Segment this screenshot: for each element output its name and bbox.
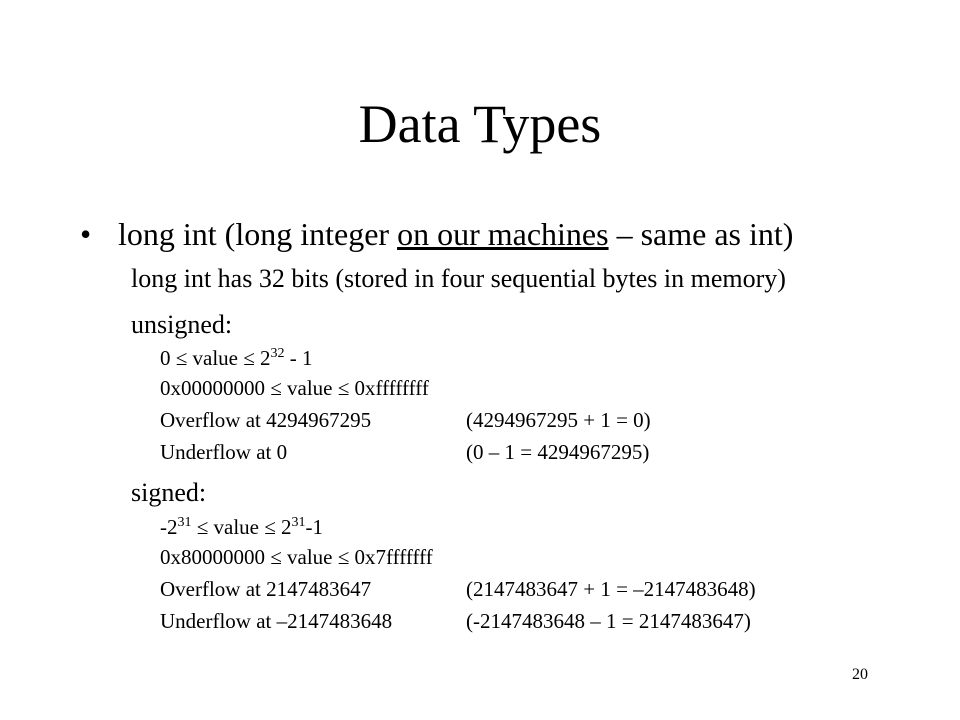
signed-underflow: Underflow at –2147483648 bbox=[160, 609, 393, 633]
signed-range-pre: -2 bbox=[160, 515, 178, 539]
description-line: long int has 32 bits (stored in four sequential bytes in memory) bbox=[131, 264, 786, 293]
main-bullet bbox=[80, 212, 793, 256]
signed-range-mid: ≤ value ≤ 2 bbox=[191, 515, 292, 539]
unsigned-hex-range: 0x00000000 ≤ value ≤ 0xffffffff bbox=[160, 376, 429, 400]
signed-hex-range: 0x80000000 ≤ value ≤ 0x7fffffff bbox=[160, 545, 433, 569]
slide-title: Data Types bbox=[358, 94, 602, 154]
unsigned-overflow: Overflow at 4294967295 bbox=[160, 408, 372, 432]
signed-range-exponent-2: 31 bbox=[291, 515, 306, 530]
signed-range bbox=[160, 513, 323, 541]
signed-heading: signed: bbox=[131, 478, 207, 507]
signed-range-post: -1 bbox=[305, 515, 324, 539]
unsigned-heading: unsigned: bbox=[131, 310, 233, 339]
bullet-text-prefix: long int (long integer bbox=[118, 216, 398, 252]
unsigned-range-pre: 0 ≤ value ≤ 2 bbox=[160, 346, 271, 370]
signed-overflow: Overflow at 2147483647 bbox=[160, 577, 372, 601]
unsigned-underflow-example: (0 – 1 = 4294967295) bbox=[466, 440, 650, 464]
page-number: 20 bbox=[852, 666, 868, 683]
signed-range-exponent-1: 31 bbox=[177, 515, 192, 530]
unsigned-underflow: Underflow at 0 bbox=[160, 440, 288, 464]
bullet-icon: • bbox=[80, 216, 92, 252]
unsigned-range-post: - 1 bbox=[284, 346, 313, 370]
unsigned-overflow-example: (4294967295 + 1 = 0) bbox=[466, 408, 651, 432]
signed-overflow-example: (2147483647 + 1 = –2147483648) bbox=[466, 577, 756, 601]
unsigned-range-exponent: 32 bbox=[270, 346, 285, 361]
unsigned-range bbox=[160, 344, 313, 372]
bullet-text-suffix: – same as int) bbox=[608, 216, 794, 252]
bullet-text-underlined: on our machines bbox=[397, 216, 609, 252]
signed-underflow-example: (-2147483648 – 1 = 2147483647) bbox=[466, 609, 751, 633]
